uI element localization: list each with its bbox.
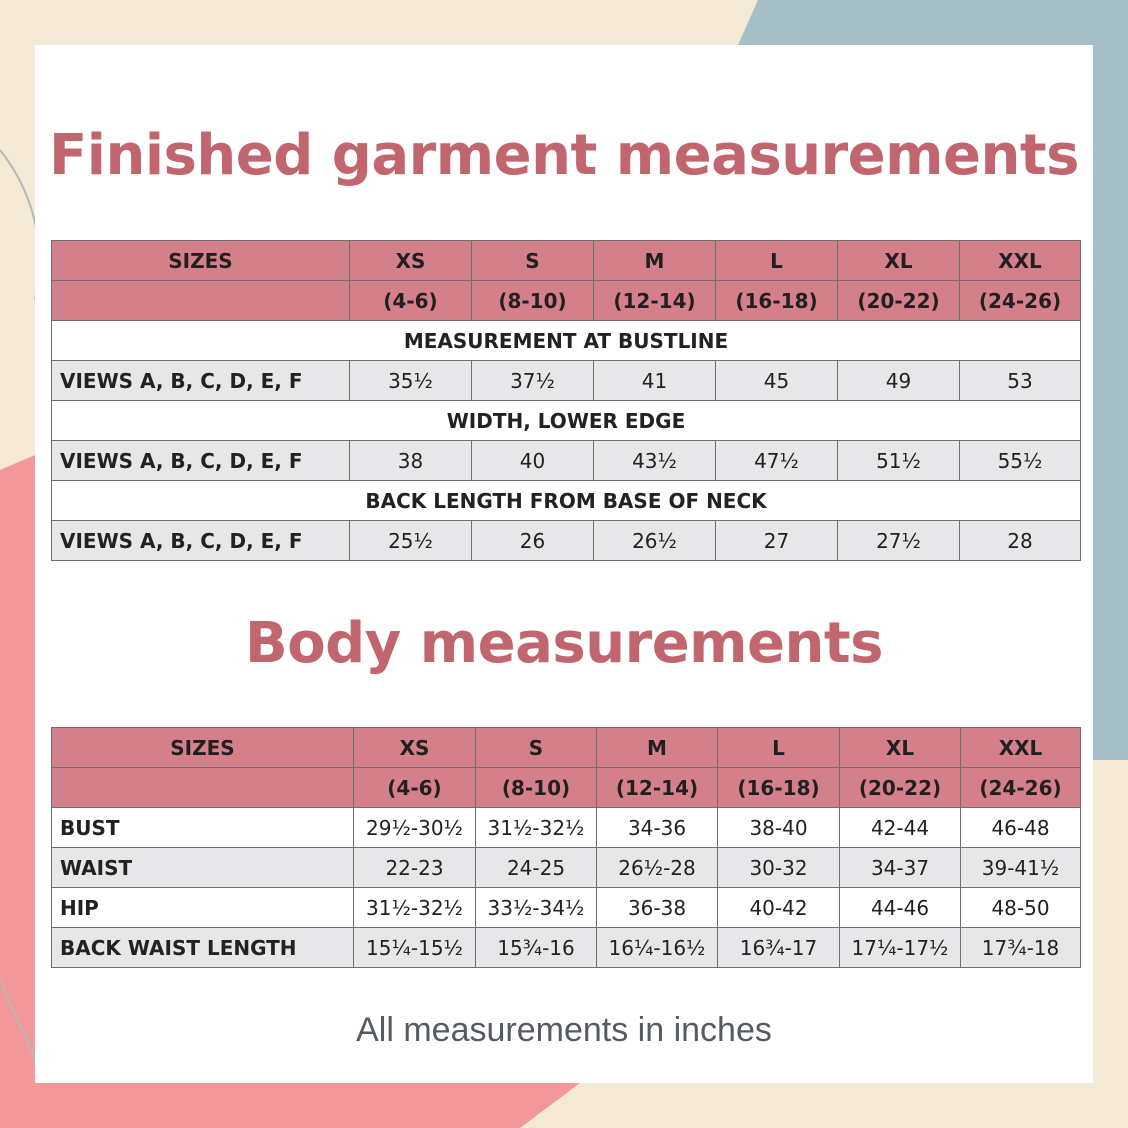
size-range: (4-6)	[350, 281, 472, 321]
size-range: (24-26)	[961, 768, 1081, 808]
table-cell: 38-40	[718, 808, 840, 848]
finished-garment-table	[51, 240, 1081, 561]
table-cell: 15¼-15½	[354, 928, 476, 968]
row-label: VIEWS A, B, C, D, E, F	[52, 361, 350, 401]
sizes-label: SIZES	[52, 728, 354, 768]
table-cell: 34-37	[840, 848, 961, 888]
size-header-row	[52, 241, 1081, 281]
body-measurements-title: Body measurements	[245, 611, 883, 676]
table-cell: 27½	[838, 521, 960, 561]
table-cell: 16¼-16½	[597, 928, 718, 968]
table-cell: 15¾-16	[476, 928, 597, 968]
table-cell: 40-42	[718, 888, 840, 928]
row-label: HIP	[52, 888, 354, 928]
table-cell: 17¼-17½	[840, 928, 961, 968]
size-l: L	[718, 728, 840, 768]
table-cell: 51½	[838, 441, 960, 481]
size-range: (16-18)	[716, 281, 838, 321]
size-range: (20-22)	[840, 768, 961, 808]
table-cell: 44-46	[840, 888, 961, 928]
size-xxl: XXL	[961, 728, 1081, 768]
table-cell: 29½-30½	[354, 808, 476, 848]
table-cell: 31½-32½	[354, 888, 476, 928]
size-range-row	[52, 768, 1081, 808]
table-cell: 47½	[716, 441, 838, 481]
size-range: (4-6)	[354, 768, 476, 808]
size-range: (16-18)	[718, 768, 840, 808]
table-cell: 37½	[472, 361, 594, 401]
table-cell: 22-23	[354, 848, 476, 888]
size-s: S	[472, 241, 594, 281]
size-m: M	[597, 728, 718, 768]
table-cell: 30-32	[718, 848, 840, 888]
size-range: (20-22)	[838, 281, 960, 321]
section-heading: BACK LENGTH FROM BASE OF NECK	[52, 481, 1081, 521]
size-range-row	[52, 281, 1081, 321]
table-row	[52, 848, 1081, 888]
table-row	[52, 521, 1081, 561]
table-cell: 53	[960, 361, 1081, 401]
section-heading: MEASUREMENT AT BUSTLINE	[52, 321, 1081, 361]
table-row	[52, 928, 1081, 968]
measurement-card	[35, 45, 1093, 1083]
table-row	[52, 441, 1081, 481]
size-m: M	[594, 241, 716, 281]
section-heading-row	[52, 321, 1081, 361]
table-cell: 39-41½	[961, 848, 1081, 888]
row-label: VIEWS A, B, C, D, E, F	[52, 441, 350, 481]
size-xs: XS	[350, 241, 472, 281]
table-cell: 45	[716, 361, 838, 401]
section-heading-row	[52, 401, 1081, 441]
table-cell: 46-48	[961, 808, 1081, 848]
size-range: (8-10)	[472, 281, 594, 321]
table-cell: 33½-34½	[476, 888, 597, 928]
size-range: (12-14)	[597, 768, 718, 808]
size-s: S	[476, 728, 597, 768]
table-cell: 38	[350, 441, 472, 481]
table-cell: 24-25	[476, 848, 597, 888]
size-xl: XL	[838, 241, 960, 281]
table-cell: 31½-32½	[476, 808, 597, 848]
table-cell: 26½	[594, 521, 716, 561]
table-row	[52, 808, 1081, 848]
empty-cell	[52, 281, 350, 321]
section-heading: WIDTH, LOWER EDGE	[52, 401, 1081, 441]
row-label: VIEWS A, B, C, D, E, F	[52, 521, 350, 561]
section-heading-row	[52, 481, 1081, 521]
table-cell: 41	[594, 361, 716, 401]
sizes-label: SIZES	[52, 241, 350, 281]
size-range: (12-14)	[594, 281, 716, 321]
empty-cell	[52, 768, 354, 808]
table-cell: 26	[472, 521, 594, 561]
table-cell: 34-36	[597, 808, 718, 848]
table-cell: 42-44	[840, 808, 961, 848]
table-cell: 28	[960, 521, 1081, 561]
row-label: WAIST	[52, 848, 354, 888]
table-cell: 17¾-18	[961, 928, 1081, 968]
row-label: BUST	[52, 808, 354, 848]
table-row	[52, 888, 1081, 928]
table-cell: 43½	[594, 441, 716, 481]
size-range: (24-26)	[960, 281, 1081, 321]
table-cell: 16¾-17	[718, 928, 840, 968]
body-measurements-table	[51, 727, 1081, 968]
table-cell: 25½	[350, 521, 472, 561]
size-xxl: XXL	[960, 241, 1081, 281]
table-cell: 36-38	[597, 888, 718, 928]
table-cell: 27	[716, 521, 838, 561]
table-cell: 55½	[960, 441, 1081, 481]
table-cell: 49	[838, 361, 960, 401]
units-footnote: All measurements in inches	[356, 1011, 772, 1049]
table-row	[52, 361, 1081, 401]
finished-garment-title: Finished garment measurements	[49, 123, 1079, 188]
table-cell: 48-50	[961, 888, 1081, 928]
table-cell: 35½	[350, 361, 472, 401]
table-cell: 26½-28	[597, 848, 718, 888]
size-l: L	[716, 241, 838, 281]
size-xl: XL	[840, 728, 961, 768]
row-label: BACK WAIST LENGTH	[52, 928, 354, 968]
size-range: (8-10)	[476, 768, 597, 808]
size-header-row	[52, 728, 1081, 768]
table-cell: 40	[472, 441, 594, 481]
size-xs: XS	[354, 728, 476, 768]
